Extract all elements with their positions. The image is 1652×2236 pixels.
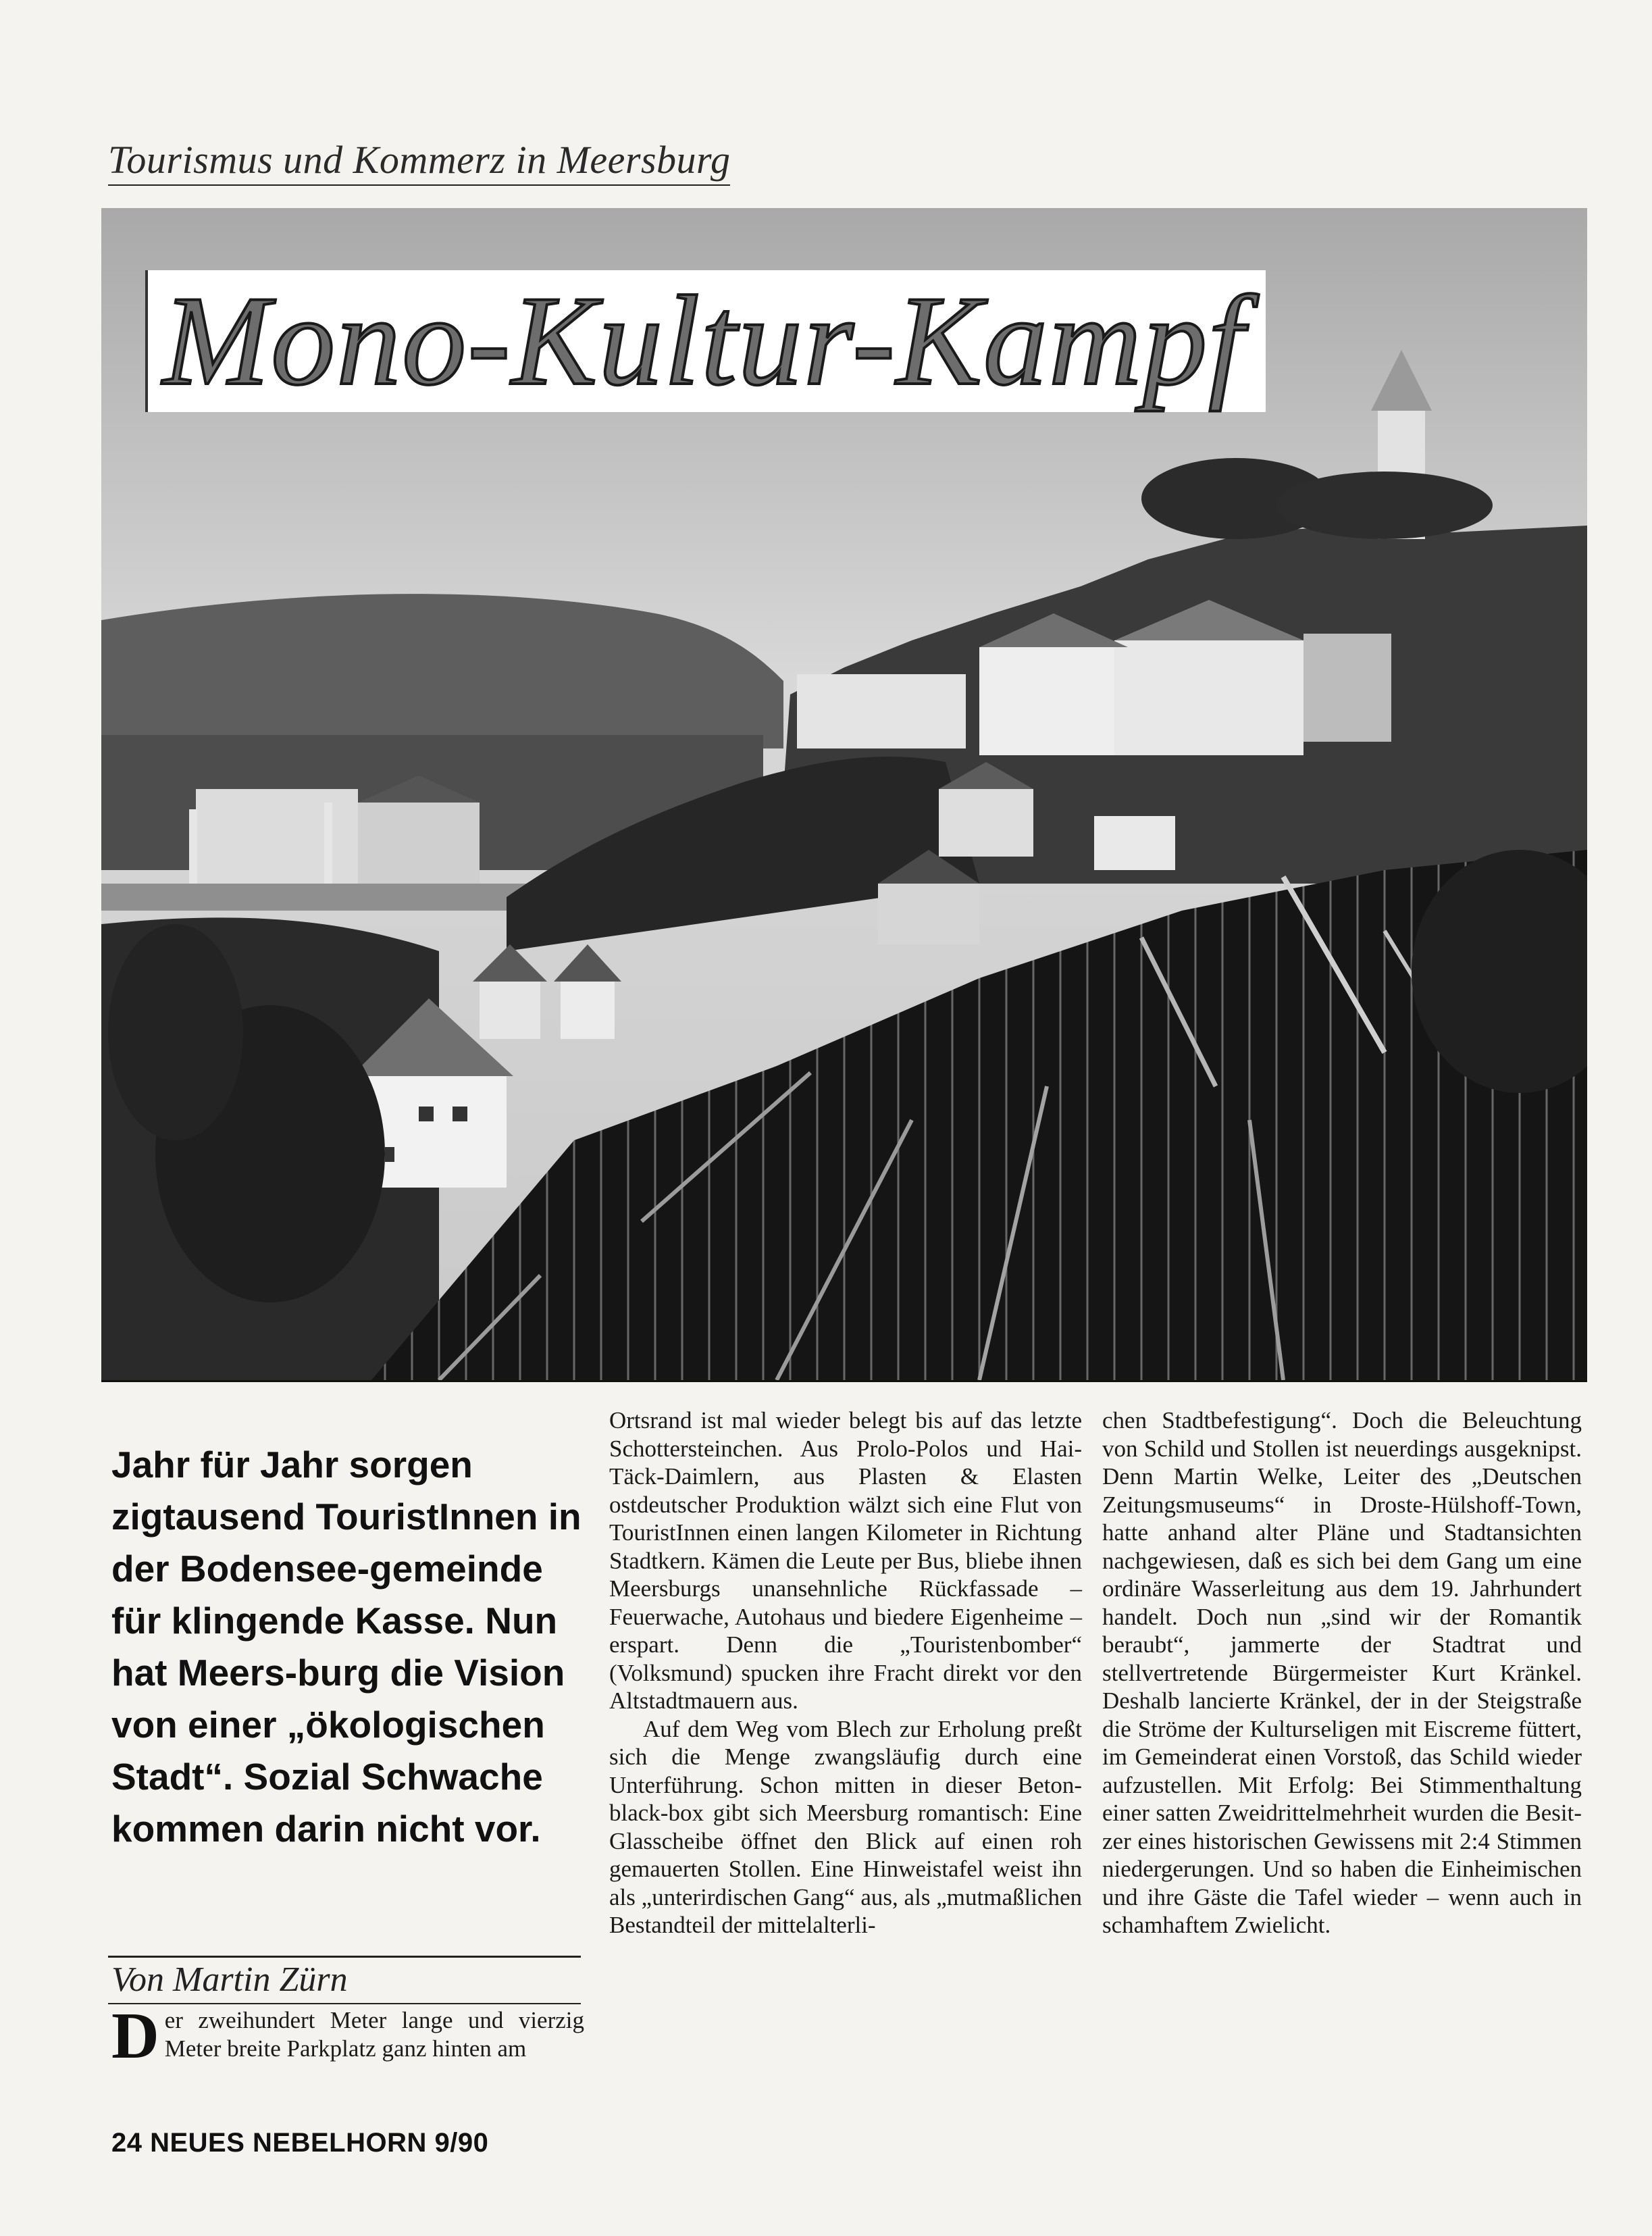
article-column-2 bbox=[609, 1406, 1082, 1939]
article-column-1 bbox=[111, 2000, 584, 2073]
page-footer: 24 NEUES NEBELHORN 9/90 bbox=[111, 2128, 489, 2158]
column-2-paragraph-2: Auf dem Weg vom Blech zur Erholung preßt sich die Menge zwangsläufig durch eine Unterführung. Schon mitten in dieser Betonblack-box gibt sich Meersburg romantisch: Eine Glasscheibe öffnet den Blick auf einen roh gemauerten Stollen. Eine Hinweistafel weist ihn als „unterirdischen Gang“ aus, als „mutmaßlichen Bestandteil der mittelalterli- bbox=[609, 1715, 1082, 1938]
column-1-text: er zweihundert Meter lange und vierzig Meter breite Parkplatz ganz hinten am bbox=[164, 2007, 584, 2062]
byline-rule-top bbox=[108, 1956, 581, 1958]
column-3-paragraph-1: chen Stadtbefestigung“. Doch die Beleuchtung von Schild und Stollen ist neuerdings ausgeknipst. Denn Martin Welke, Leiter des „Deutschen Zeitungsmuseums“ in Droste-Hülshoff-Town, hatte anhand alter Pläne und Stadtansichten nachgewiesen, daß es sich bei dem Gang um eine ordinäre Wasserleitung aus dem 19. Jahrhundert handelt. Doch nun „sind wir der Romantik beraubt“, jammerte der Stadtrat und stellvertretende Bürgermeister Kurt Kränkel. Deshalb lancierte Kränkel, der in der Steigstraße die Ströme der Kulturseligen mit Eiscreme füttert, im Gemeinderat einen Vorstoß, das Schild wieder aufzustellen. Mit Erfolg: Bei Stimmenthaltung einer satten Zweidrittelmehrheit wurden die Besitzer eines historischen Gewissens mit 2:4 Stimmen niedergerungen. Und so haben die Einheimischen und ihre Gäste die Tafel wieder – wenn auch in schamhaftem Zwielicht. bbox=[1102, 1407, 1582, 1938]
headline-box bbox=[145, 270, 1266, 412]
kicker-title: Tourismus und Kommerz in Meersburg bbox=[108, 138, 730, 186]
byline: Von Martin Zürn bbox=[111, 1960, 348, 1999]
dropcap: D bbox=[111, 2000, 159, 2073]
article-paragraph-1 bbox=[111, 2000, 584, 2073]
article-column-3 bbox=[1102, 1406, 1582, 1939]
lead-paragraph: Jahr für Jahr sorgen zigtausend TouristInnen in der Bodensee-gemeinde für klingende Kasse. Nun hat Meers-burg die Vision von einer „ökologischen Stadt“. Sozial Schwache kommen darin nicht vor. bbox=[111, 1444, 582, 1850]
byline-rule-bottom bbox=[108, 2003, 581, 2004]
column-2-paragraph-1: Ortsrand ist mal wieder belegt bis auf das letzte Schottersteinchen. Aus Prolo-Polos und Hai-Täck-Daimlern, aus Plasten & Elasten ostdeutscher Produktion wälzt sich eine Flut von TouristInnen einen langen Kilometer in Richtung Stadtkern. Kämen die Leute per Bus, bliebe ihnen Meersburgs unansehnliche Rückfassade – Feuerwache, Autohaus und biedere Eigenheime – erspart. Denn die „Touristenbomber“ (Volksmund) spucken ihre Fracht direkt vor den Altstadtmauern aus. bbox=[609, 1407, 1082, 1714]
headline: Mono-Kultur-Kampf bbox=[163, 270, 1245, 412]
